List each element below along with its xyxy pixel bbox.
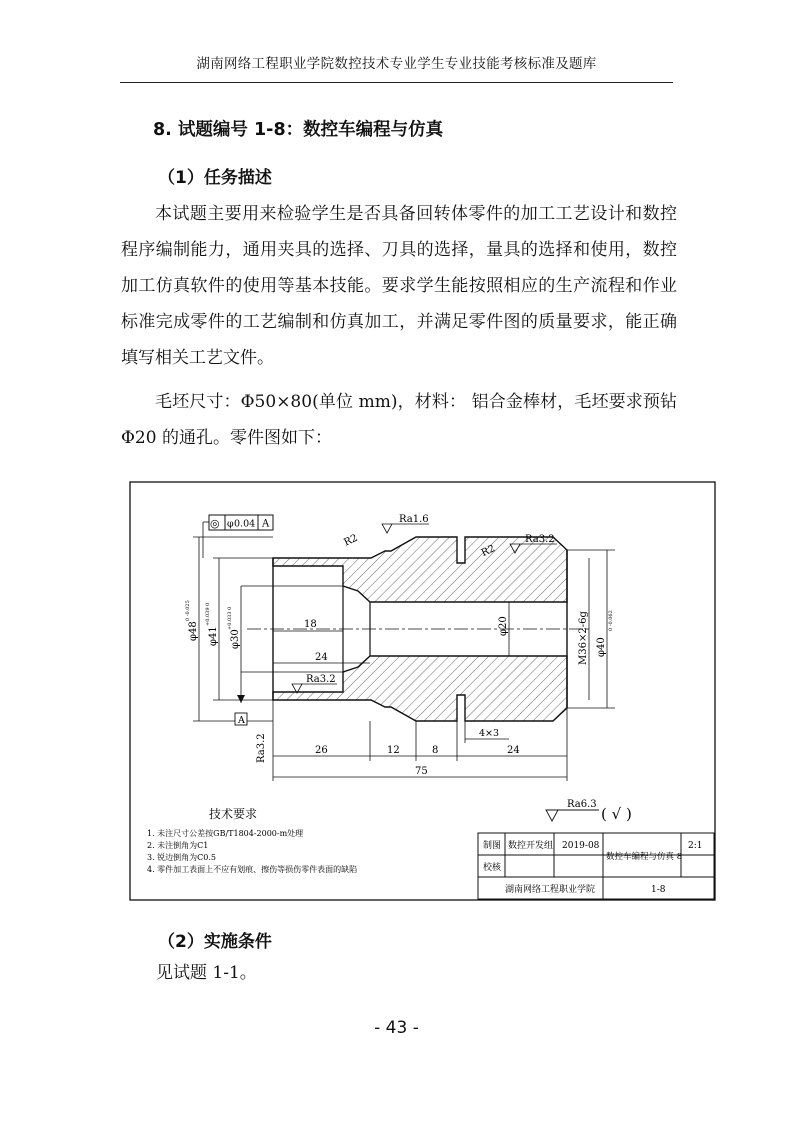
tech-note-2: 2. 未注倒角为C1: [147, 841, 209, 850]
ra-6-3-symbol: [546, 810, 558, 821]
dim-48: φ48: [188, 621, 199, 641]
dim-48-tol: 0 -0.025: [185, 600, 191, 621]
geo-prefix: φ: [227, 518, 234, 530]
ra-1-6: Ra1.6: [399, 514, 429, 525]
ra-3-2-bore: Ra3.2: [306, 674, 336, 685]
dim-20: φ20: [498, 616, 509, 636]
len-18: 18: [304, 619, 317, 630]
page-number: - 43 -: [374, 1018, 419, 1038]
tb-draw: 制图: [483, 841, 502, 851]
geo-symbol: ◎: [210, 517, 220, 530]
datum-label: A: [238, 715, 245, 726]
geo-datum-ref: A: [262, 518, 270, 530]
tb-check: 校核: [483, 863, 502, 873]
part-drawing: [129, 481, 716, 901]
conditions-text: 见试题 1-1。: [156, 963, 257, 983]
dim-41-tol: +0.039 0: [205, 602, 211, 626]
ra-1-6-symbol: [382, 524, 392, 533]
dim-40-tol: 0 -0.062: [608, 610, 614, 631]
ra-check: ( √ ): [601, 805, 632, 823]
datum-arrow: [237, 695, 245, 703]
tb-date: 2019-08: [562, 841, 600, 851]
task-paragraph-2: 毛坯尺寸：Φ50×80(单位 mm)，材料： 铝合金棒材，毛坯要求预钻Φ20 的通孔。零件图如下：: [121, 392, 677, 448]
tech-note-3: 3. 锐边倒角为C0.5: [147, 853, 217, 862]
page-header: 湖南网络工程职业学院数控技术专业学生专业技能考核标准及题库: [196, 56, 597, 72]
len-12: 12: [387, 745, 400, 756]
tech-note-4: 4. 零件加工表面上不应有划痕、擦伤等损伤零件表面的缺陷: [147, 865, 358, 874]
dim-41: φ41: [208, 626, 219, 646]
tb-name: 数控车编程与仿真 8: [606, 852, 683, 862]
fillet-r2-right: R2: [479, 543, 497, 560]
groove-label: 4×3: [479, 728, 500, 739]
ra-3-2-face: Ra3.2: [256, 733, 267, 763]
thread-label: M36×2-6g: [578, 611, 589, 665]
fillet-r2-left: R2: [342, 532, 360, 549]
len-8: 8: [432, 745, 439, 756]
len-26: 26: [315, 745, 328, 756]
tech-title: 技术要求: [209, 807, 258, 821]
geo-tolerance: 0.04: [234, 518, 256, 530]
section-upper: [273, 537, 567, 602]
dim-30: φ30: [230, 629, 241, 649]
tb-scale: 2:1: [688, 841, 703, 851]
tb-no: 1-8: [651, 885, 666, 895]
conditions-heading: （2）实施条件: [158, 932, 272, 952]
header-rule: [120, 82, 673, 83]
tb-school: 湖南网络工程职业学院: [505, 885, 596, 895]
ra-3-2-top: Ra3.2: [525, 534, 555, 545]
dim-30-tol: +0.033 0: [227, 606, 233, 630]
dim-40: φ40: [596, 637, 607, 657]
ra-6-3: Ra6.3: [567, 799, 597, 810]
len-24: 24: [507, 745, 520, 756]
tech-note-1: 1. 未注尺寸公差按GB/T1804-2000-m处理: [147, 829, 304, 838]
section-lower: [273, 656, 567, 721]
len-24-inner: 24: [315, 652, 328, 663]
len-75: 75: [415, 766, 428, 777]
section-title: 8. 试题编号 1-8：数控车编程与仿真: [153, 120, 444, 140]
tb-group: 数控开发组: [508, 841, 554, 851]
task-paragraph-1: 本试题主要用来检验学生是否具备回转体零件的加工工艺设计和数控程序编制能力，通用夹具的选择、刀具的选择，量具的选择和使用，数控加工仿真软件的使用等基本技能。要求学生能按照相应的生产流程和作业标准完成零件的工艺编制和仿真加工，并满足零件图的质量要求，能正确填写相关工艺文件。: [121, 204, 677, 368]
task-heading: （1）任务描述: [158, 168, 272, 188]
